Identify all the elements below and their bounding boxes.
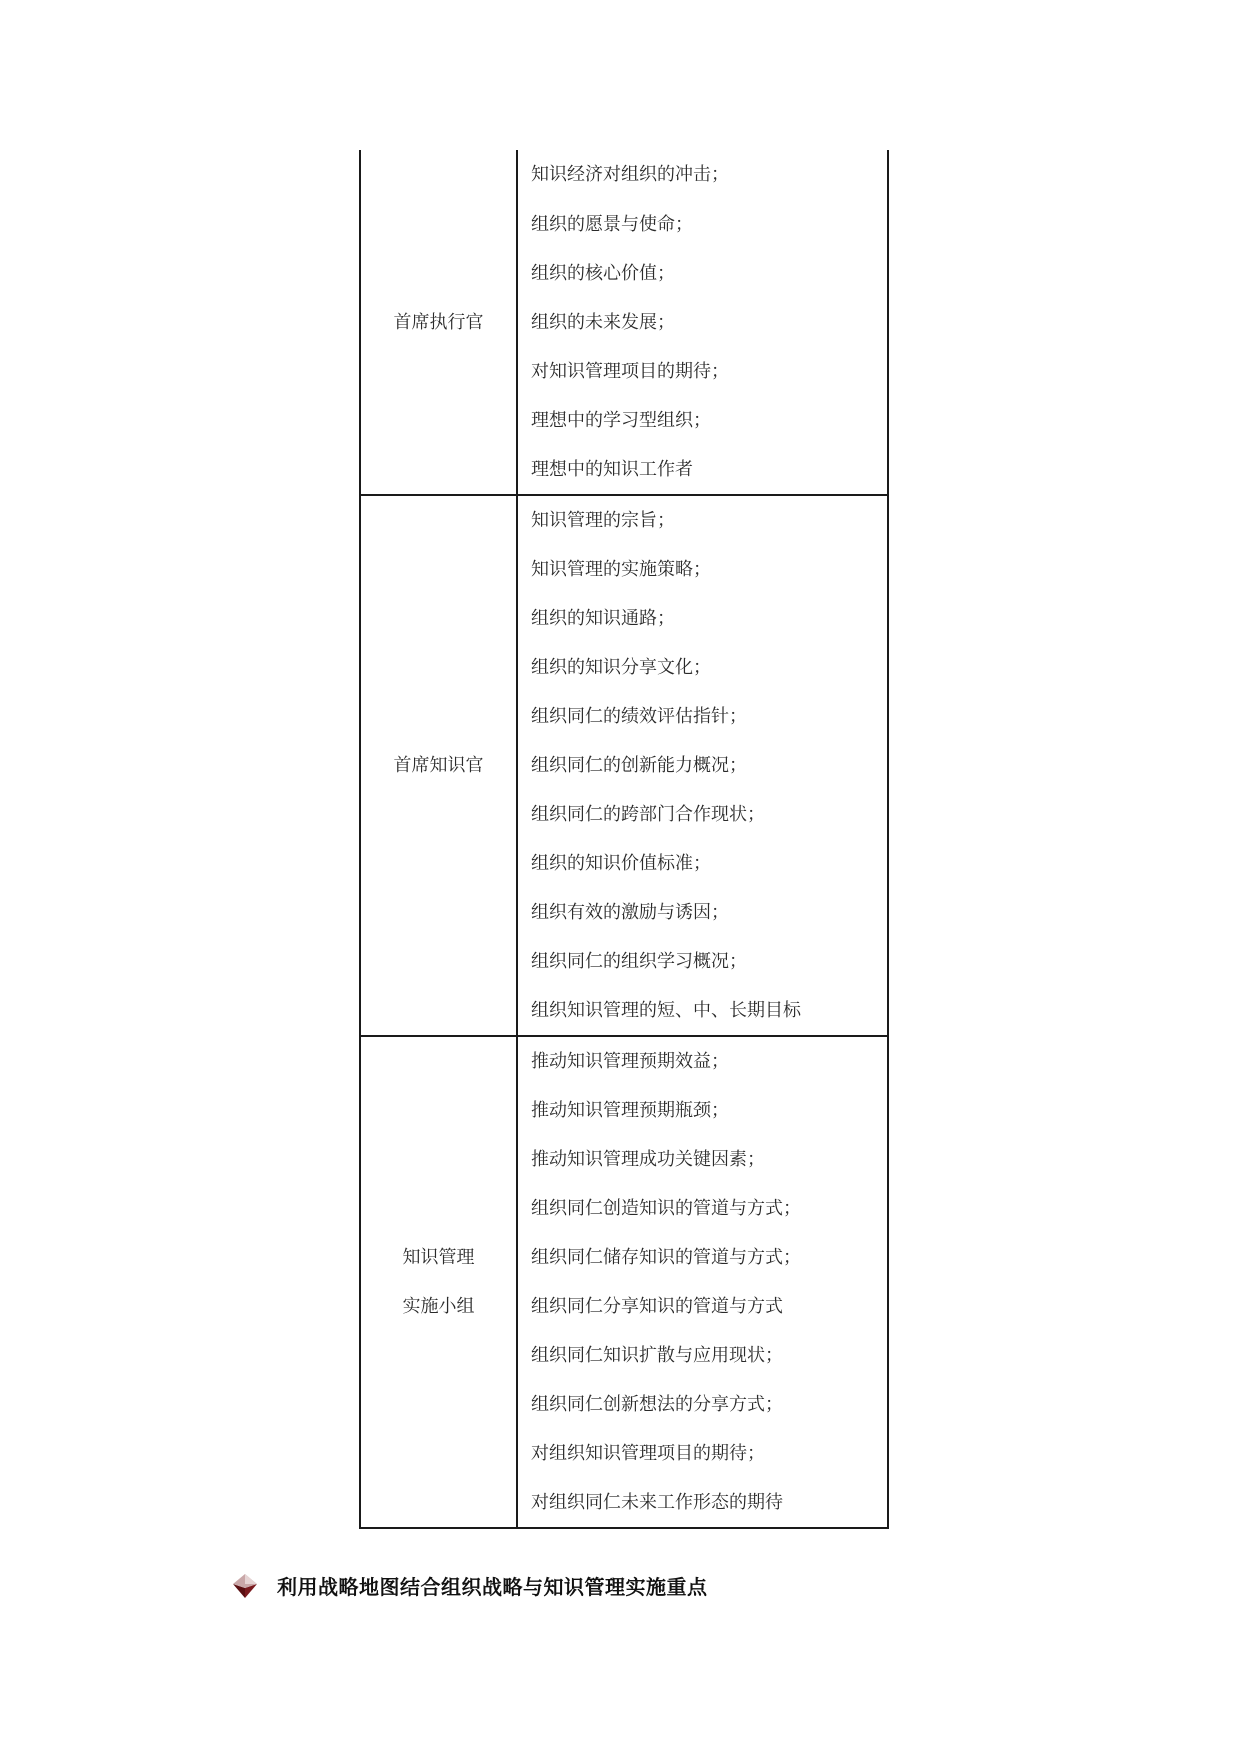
list-item: 知识管理的实施策略； xyxy=(531,559,711,580)
topic-list xyxy=(531,496,887,1035)
list-item: 组织同仁知识扩散与应用现状； xyxy=(531,1345,783,1366)
section-heading xyxy=(232,1571,708,1600)
list-item: 理想中的知识工作者 xyxy=(531,459,693,480)
list-item: 组织的知识通路； xyxy=(531,608,675,629)
list-item: 组织的核心价值； xyxy=(531,263,675,284)
list-item: 知识管理的宗旨； xyxy=(531,510,675,531)
list-item: 组织同仁的创新能力概况； xyxy=(531,755,747,776)
list-item: 组织的愿景与使命； xyxy=(531,214,693,235)
list-item: 组织同仁创造知识的管道与方式； xyxy=(531,1198,801,1219)
list-item: 组织同仁储存知识的管道与方式； xyxy=(531,1247,801,1268)
list-item: 组织同仁创新想法的分享方式； xyxy=(531,1394,783,1415)
list-item: 知识经济对组织的冲击； xyxy=(531,164,729,185)
list-item: 对知识管理项目的期待； xyxy=(531,361,729,382)
list-item: 组织知识管理的短、中、长期目标 xyxy=(531,1000,801,1021)
list-item: 组织的未来发展； xyxy=(531,312,675,333)
table-row xyxy=(360,1036,888,1528)
role-cell xyxy=(360,495,517,1036)
list-item: 组织同仁的跨部门合作现状； xyxy=(531,804,765,825)
list-item: 组织的知识价值标准； xyxy=(531,853,711,874)
table-row xyxy=(360,495,888,1036)
interview-topics-table-container xyxy=(359,150,889,1529)
section-heading-text: 利用战略地图结合组织战略与知识管理实施重点 xyxy=(277,1575,708,1599)
list-item: 推动知识管理预期效益； xyxy=(531,1051,729,1072)
arrow-bullet-icon xyxy=(232,1573,258,1599)
topics-cell xyxy=(517,150,888,495)
topics-cell xyxy=(517,1036,888,1528)
topics-cell xyxy=(517,495,888,1036)
topic-list xyxy=(531,150,887,494)
table-row xyxy=(360,150,888,495)
interview-topics-table xyxy=(359,150,889,1529)
role-cell xyxy=(360,1036,517,1528)
role-label: 首席知识官 xyxy=(393,755,484,776)
list-item: 组织同仁的绩效评估指针； xyxy=(531,706,747,727)
role-label-line-1: 知识管理 xyxy=(402,1247,475,1268)
list-item: 对组织知识管理项目的期待； xyxy=(531,1443,765,1464)
list-item: 理想中的学习型组织； xyxy=(531,410,711,431)
list-item: 组织同仁分享知识的管道与方式 xyxy=(531,1296,783,1317)
role-label-line-2: 实施小组 xyxy=(402,1296,475,1317)
role-cell xyxy=(360,150,517,495)
list-item: 组织同仁的组织学习概况； xyxy=(531,951,747,972)
list-item: 组织有效的激励与诱因； xyxy=(531,902,729,923)
role-label: 首席执行官 xyxy=(393,311,484,333)
list-item: 组织的知识分享文化； xyxy=(531,657,711,678)
list-item: 推动知识管理预期瓶颈； xyxy=(531,1100,729,1121)
list-item: 推动知识管理成功关键因素； xyxy=(531,1149,765,1170)
topic-list xyxy=(531,1037,887,1527)
list-item: 对组织同仁未来工作形态的期待 xyxy=(531,1492,783,1513)
